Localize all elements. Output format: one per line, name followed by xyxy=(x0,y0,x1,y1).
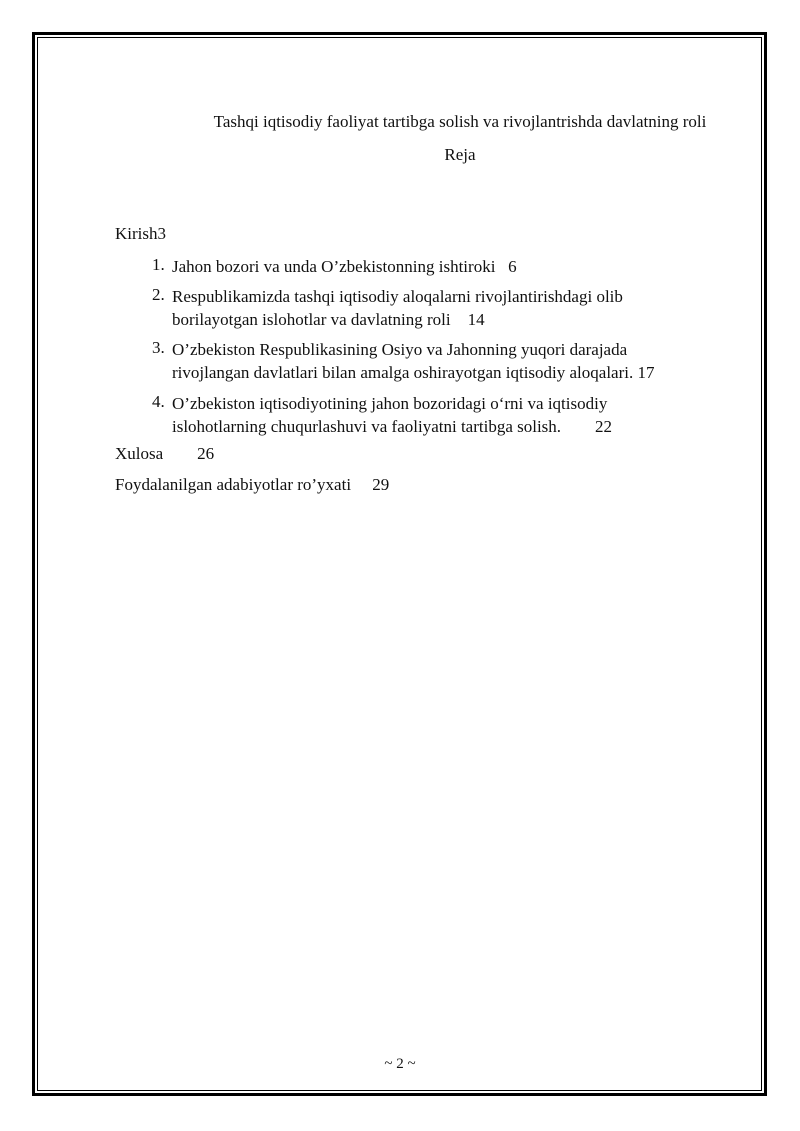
document-title: Tashqi iqtisodiy faoliyat tartibga solish va rivojlantrishda davlatning roli xyxy=(213,112,707,131)
document-subtitle: Reja xyxy=(444,145,476,164)
toc-item-number: 3. xyxy=(152,338,165,357)
toc-entry-label: Xulosa xyxy=(115,444,164,463)
toc-item-3 xyxy=(172,338,654,384)
toc-item-number: 1. xyxy=(152,255,165,274)
toc-item-line: borilayotgan islohotlar va davlatning roli xyxy=(172,310,451,329)
toc-item-number: 4. xyxy=(152,392,165,411)
toc-item-line: Jahon bozori va unda O’zbekistonning ishtiroki xyxy=(172,257,496,276)
page-number-footer: ~ 2 ~ xyxy=(384,1056,416,1072)
toc-entry-page: 3 xyxy=(157,224,166,243)
toc-entry-page: 26 xyxy=(197,444,215,463)
toc-entry-intro xyxy=(115,224,166,244)
toc-item-line: O’zbekiston iqtisodiyotining jahon bozoridagi o‘rni va iqtisodiy xyxy=(172,394,608,413)
toc-item-page: 6 xyxy=(508,257,517,276)
toc-item-page: 22 xyxy=(595,417,613,436)
toc-item-number: 2. xyxy=(152,285,165,304)
toc-item-line: rivojlangan davlatlari bilan amalga oshirayotgan iqtisodiy aloqalari. xyxy=(172,363,634,382)
toc-entry-page: 29 xyxy=(372,475,390,494)
toc-item-line: islohotlarning chuqurlashuvi va faoliyatni tartibga solish. xyxy=(172,417,562,436)
toc-entry-conclusion xyxy=(115,444,214,464)
toc-item-page: 14 xyxy=(467,310,485,329)
toc-item-line: O’zbekiston Respublikasining Osiyo va Jahonning yuqori darajada xyxy=(172,340,628,359)
toc-entry-references xyxy=(115,475,389,495)
toc-item-page: 17 xyxy=(637,363,655,382)
toc-item-4 xyxy=(172,392,612,438)
toc-item-1 xyxy=(172,255,517,278)
page-border-inner xyxy=(37,37,762,1091)
toc-item-2 xyxy=(172,285,623,331)
toc-entry-label: Foydalanilgan adabiyotlar ro’yxati xyxy=(115,475,352,494)
toc-item-line: Respublikamizda tashqi iqtisodiy aloqalarni rivojlantirishdagi olib xyxy=(172,287,623,306)
toc-entry-label: Kirish xyxy=(115,224,158,243)
